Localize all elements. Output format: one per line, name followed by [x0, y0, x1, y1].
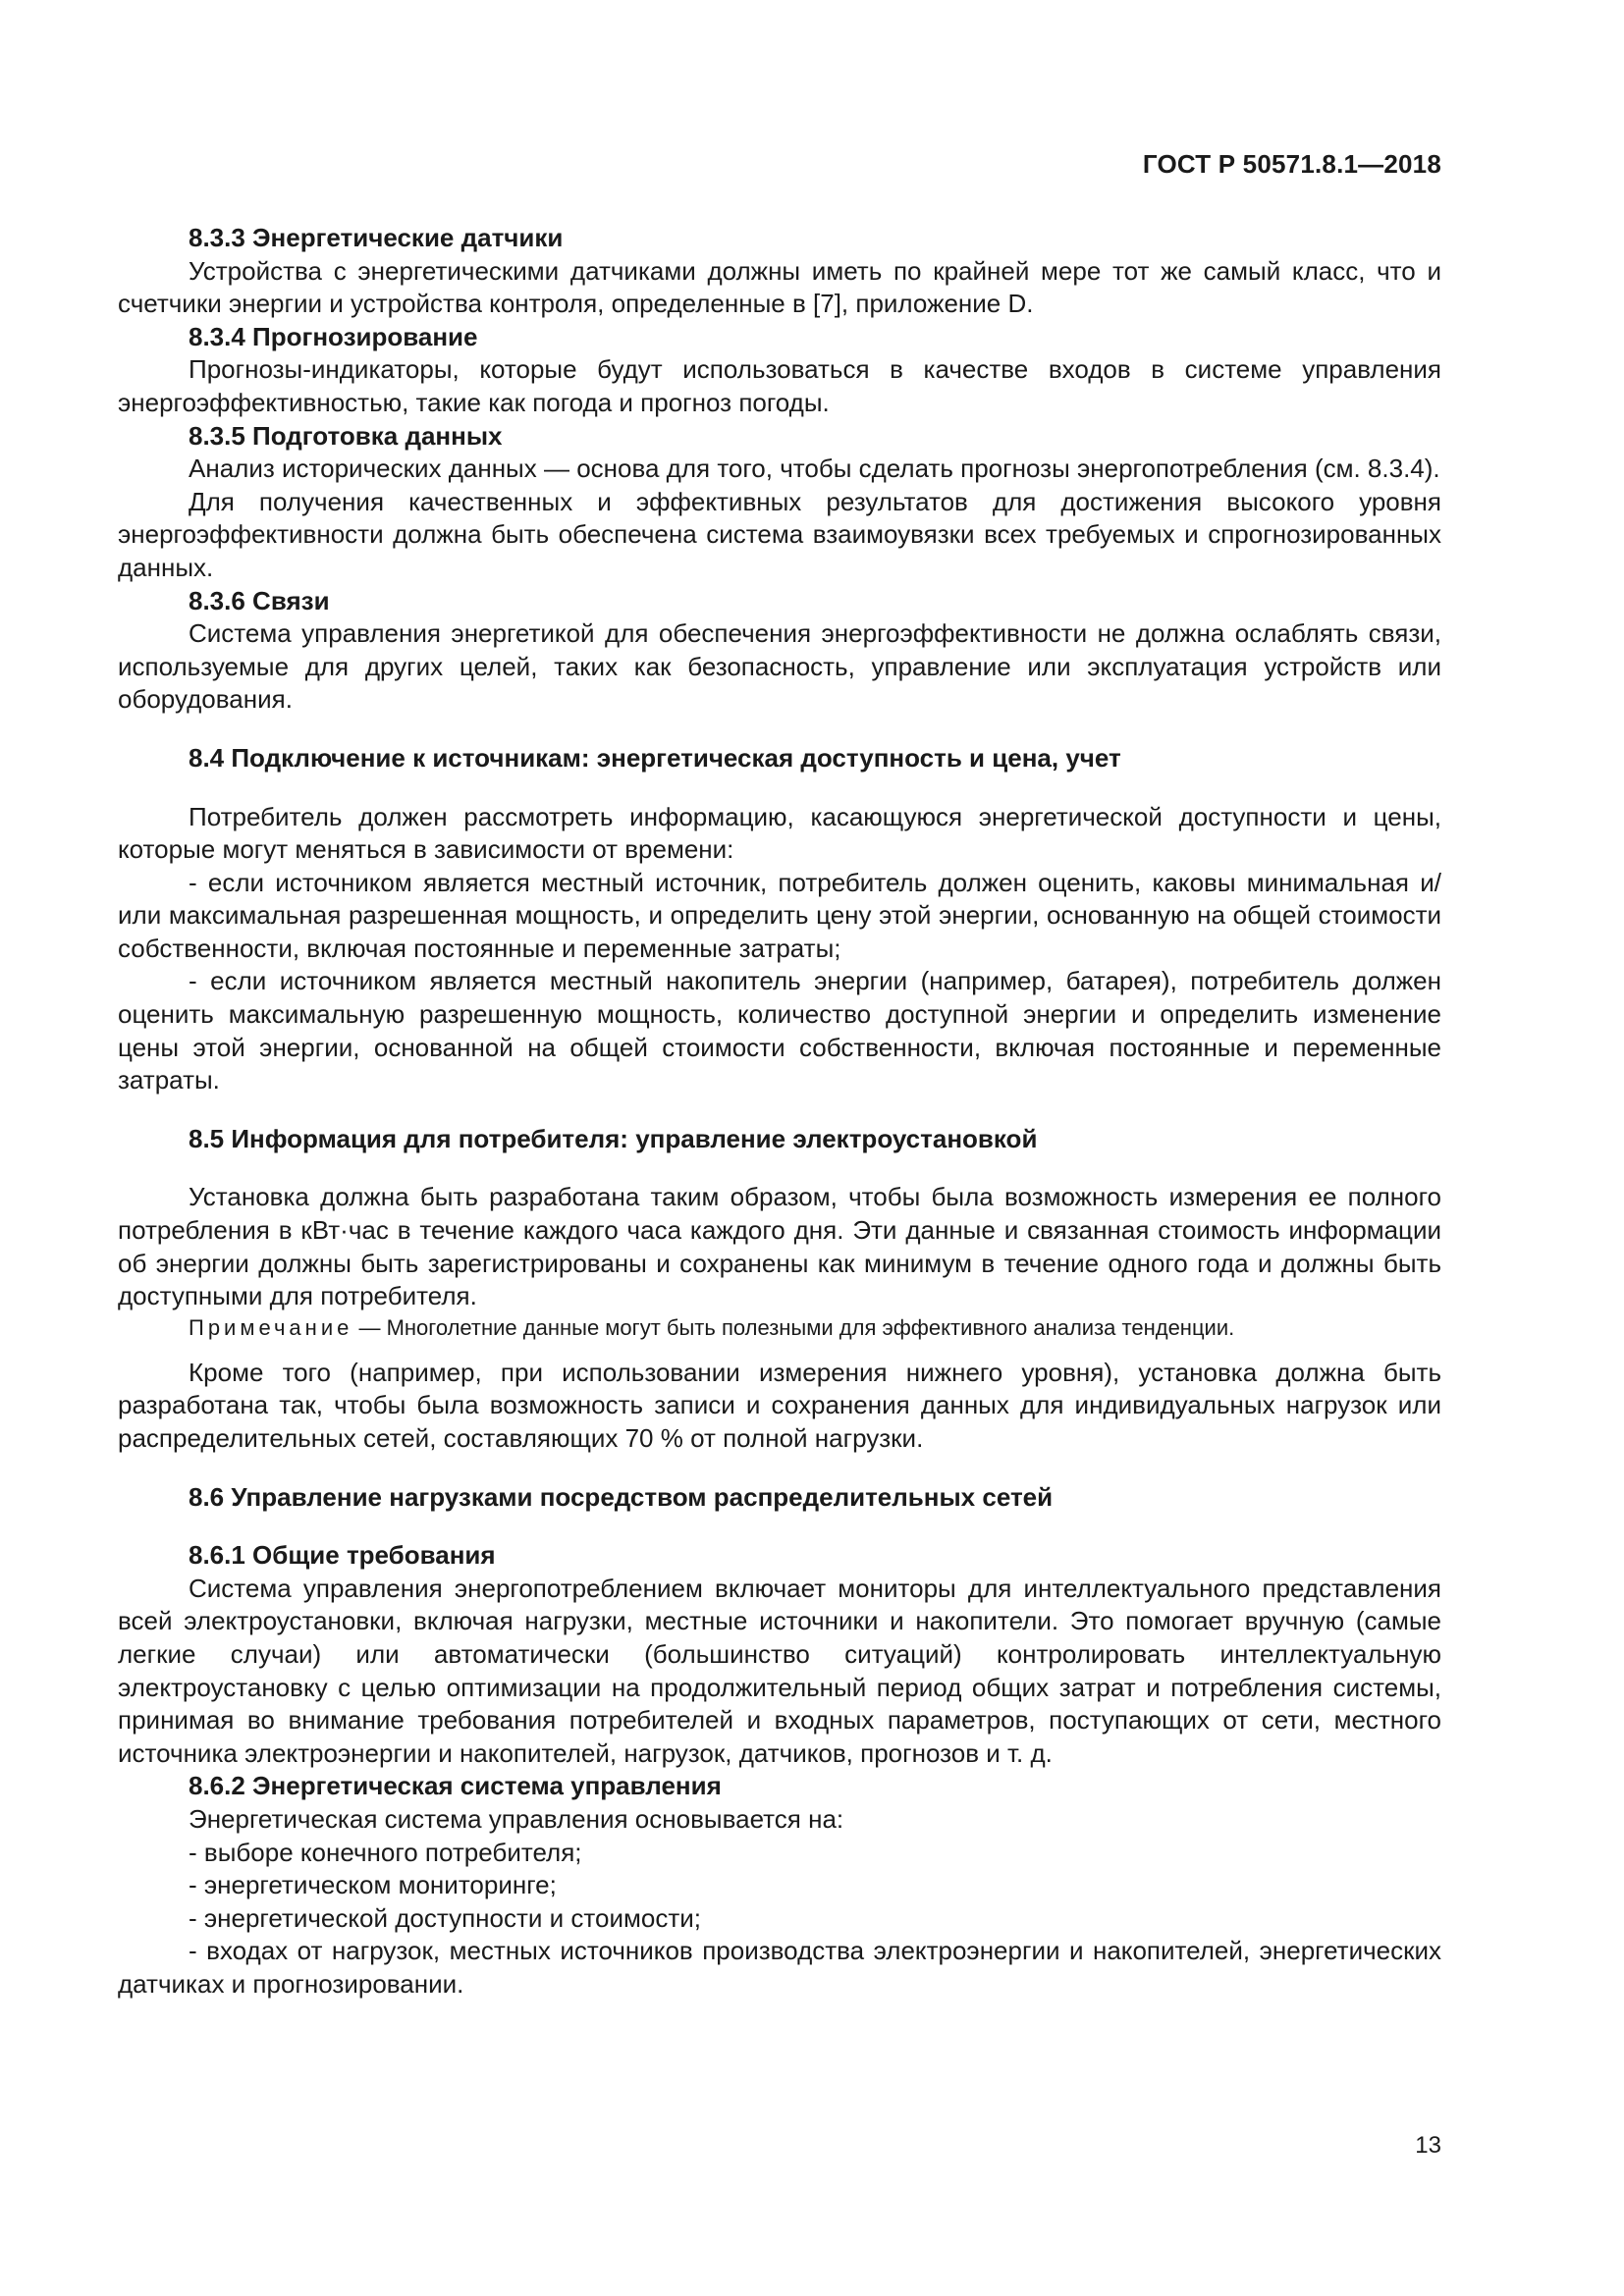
page-number: 13: [1415, 2132, 1441, 2159]
list-item: - энергетической доступности и стоимости;: [189, 1902, 701, 1933]
list-item: - энергетическом мониторинге;: [189, 1870, 557, 1900]
list-item: - входах от нагрузок, местных источников производства электроэнергии и накопителей, энергетических датчиках и прогнозировании.: [118, 1936, 1441, 1999]
section-8-4-text-2: - если источником является местный источник, потребитель должен оценить, каковы минимальная и/или максимальная разрешенная мощность, и определить цену этой энергии, основанную на общей стоимости собственности, включая постоянные и переменные затраты;: [118, 867, 1441, 963]
section-8-3-3-text: Устройства с энергетическими датчиками должны иметь по крайней мере тот же самый класс, что и счетчики энергии и устройства контроля, определенные в [7], приложение D.: [118, 255, 1441, 319]
section-8-3-6-text: Система управления энергетикой для обеспечения энергоэффективности не должна ослаблять связи, используемые для других целей, таких как безопасность, управление или эксплуатация устройств или оборудования.: [118, 618, 1441, 715]
section-8-5-title: 8.5 Информация для потребителя: управление электроустановкой: [189, 1123, 1038, 1153]
section-8-3-3-title: 8.3.3 Энергетические датчики: [189, 223, 564, 252]
note-label: Примечание: [189, 1314, 353, 1340]
section-8-4-text-3: - если источником является местный накопитель энергии (например, батарея), потребитель должен оценить максимальную разрешенную мощность, количество доступной энергии и определить изменение цены этой энергии, основанной на общей стоимости собственности, включая постоянные и переменные затраты.: [118, 966, 1441, 1095]
section-8-6-title: 8.6 Управление нагрузками посредством распределительных сетей: [189, 1481, 1054, 1512]
section-8-4-text-1: Потребитель должен рассмотреть информацию, касающуюся энергетической доступности и цены, которые могут меняться в зависимости от времени:: [118, 801, 1441, 865]
note-text: — Многолетние данные могут быть полезными для эффективного анализа тенденции.: [352, 1314, 1235, 1340]
section-8-3-4-text: Прогнозы-индикаторы, которые будут использоваться в качестве входов в системе управления энергоэффективностью, такие как погода и прогноз погоды.: [118, 354, 1441, 417]
page-content: [118, 222, 1441, 2002]
section-8-6-2-text: Энергетическая система управления основывается на:: [189, 1803, 844, 1834]
section-8-3-4-title: 8.3.4 Прогнозирование: [189, 321, 478, 351]
section-8-3-5-text-1: Анализ исторических данных — основа для того, чтобы сделать прогнозы энергопотребления (см. 8.3.4).: [189, 454, 1440, 484]
section-8-5-note: [118, 1313, 1441, 1343]
section-8-3-5-title: 8.3.5 Подготовка данных: [189, 420, 503, 451]
section-8-3-5-text-2: Для получения качественных и эффективных результатов для достижения высокого уровня энергоэффективности должна быть обеспечена система взаимоувязки всех требуемых и спрогнозированных данных.: [118, 486, 1441, 582]
section-8-6-1-title: 8.6.1 Общие требования: [189, 1540, 496, 1571]
section-8-5-text-1: Установка должна быть разработана таким образом, чтобы была возможность измерения ее полного потребления в кВт·час в течение каждого часа каждого дня. Эти данные и связанная стоимость информации об энергии должны быть зарегистрированы и сохранены как минимум в течение одного года и должны быть доступными для потребителя.: [118, 1182, 1441, 1311]
section-8-4-title: 8.4 Подключение к источникам: энергетическая доступность и цена, учет: [189, 742, 1121, 773]
section-8-5-text-2: Кроме того (например, при использовании измерения нижнего уровня), установка должна быть разработана так, чтобы была возможность записи и сохранения данных для индивидуальных нагрузок или распределительных сетей, составляющих 70 % от полной нагрузки.: [118, 1357, 1441, 1453]
section-8-6-1-text: Система управления энергопотреблением включает мониторы для интеллектуального представления всей электроустановки, включая нагрузки, местные источники и накопители. Это помогает вручную (самые легкие случаи) или автоматически (большинство ситуаций) контролировать интеллектуальную электроустановку с целью оптимизации на продолжительный период общих затрат и потребления системы, принимая во внимание требования потребителей и входных параметров, поступающих от сети, местного источника электроэнергии и накопителей, нагрузок, датчиков, прогнозов и т. д.: [118, 1573, 1441, 1768]
section-8-3-6-title: 8.3.6 Связи: [189, 585, 330, 615]
section-8-6-2-title: 8.6.2 Энергетическая система управления: [189, 1771, 722, 1801]
document-code: ГОСТ Р 50571.8.1—2018: [1142, 149, 1441, 179]
list-item: - выборе конечного потребителя;: [189, 1837, 582, 1867]
